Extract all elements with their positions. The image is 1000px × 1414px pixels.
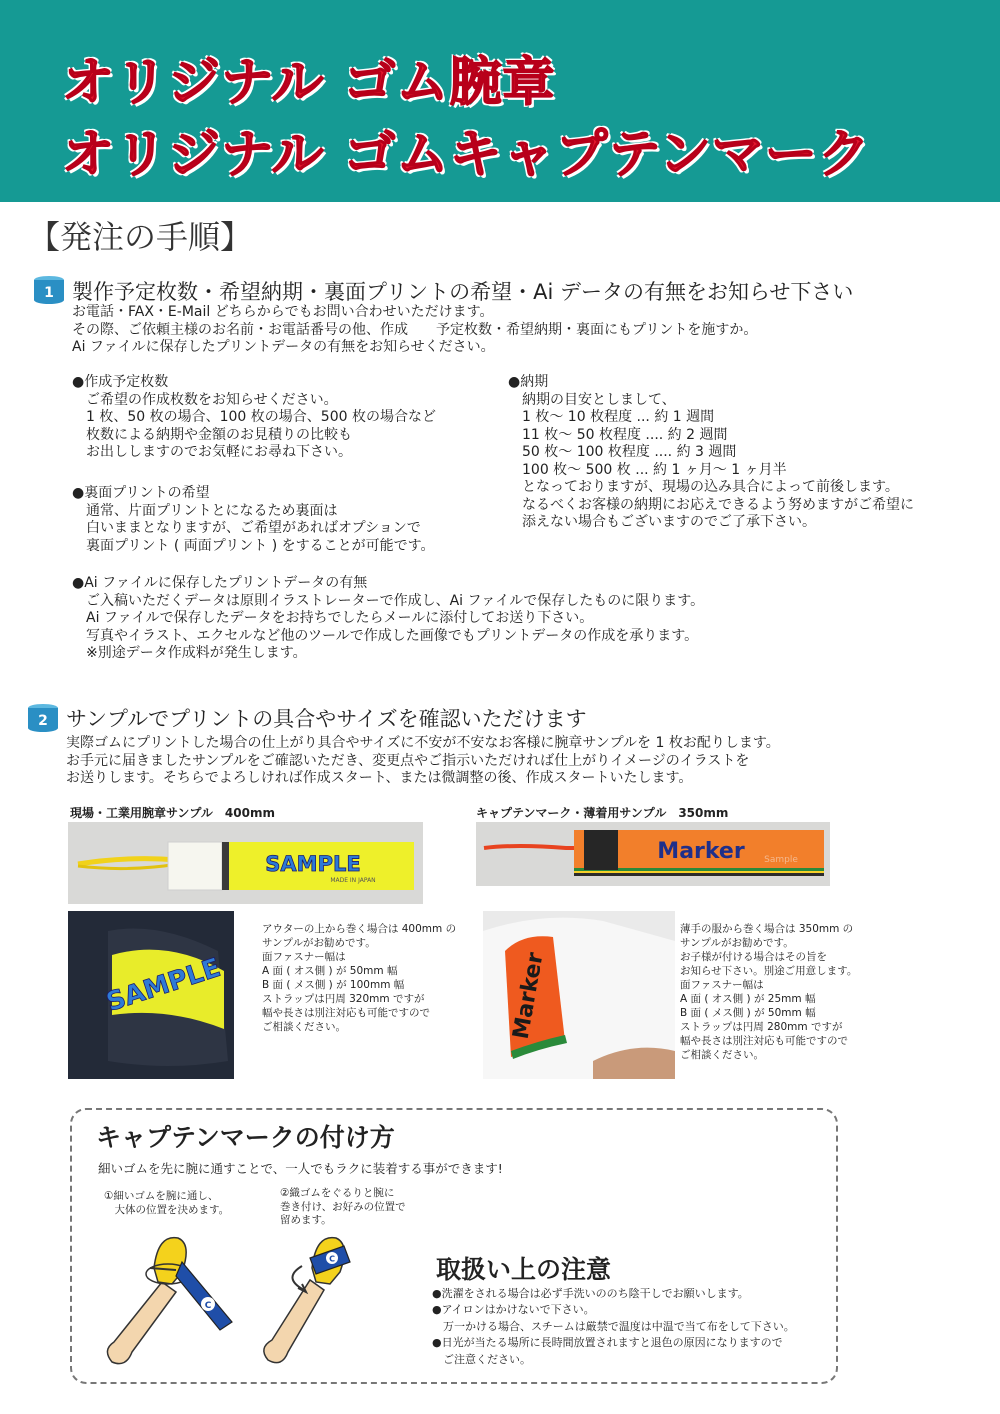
step-1-badge <box>32 274 66 304</box>
note-line: B 面 ( メス側 ) が 100mm 幅 <box>262 979 405 991</box>
how-to-title: キャプテンマークの付け方 <box>96 1123 395 1152</box>
note-line: ストラップは円周 320mm ですが <box>262 993 425 1005</box>
caution-line: ●アイロンはかけないで下さい。 <box>432 1303 595 1317</box>
how-to-step-2-line: ②織ゴムをぐるりと腕に <box>280 1187 395 1199</box>
orange-captain-band-photo <box>476 822 830 886</box>
how-to-step-2 <box>280 1187 406 1228</box>
arm-marker-text: Marker <box>508 950 549 1042</box>
how-to-step-2-line: 巻き付け、お好みの位置で <box>280 1200 406 1213</box>
how-to-step-2-line: 留めます。 <box>280 1214 332 1226</box>
note-line: 幅や長さは別注対応も可能ですので <box>680 1035 848 1047</box>
yellow-armband-photo <box>68 822 423 904</box>
note-line: 面ファスナー幅は <box>262 951 346 963</box>
delivery-heading: ●納期 <box>508 374 549 390</box>
step-2-line: お送りします。そちらでよろしければ作成スタート、または微調整の後、作成スタートいたします。 <box>66 770 693 786</box>
step-2-badge <box>26 702 60 732</box>
ai-data-line: 写真やイラスト、エクセルなど他のツールで作成した画像でもプリントデータの作成を承ります。 <box>72 627 699 644</box>
step-2-number: 2 <box>38 713 48 729</box>
step-2-title: サンプルでプリントの具合やサイズを確認いただけます <box>66 707 587 731</box>
quantity-heading: ●作成予定枚数 <box>72 374 169 390</box>
right-sample-label: キャプテンマーク・薄着用サンプル 350mm <box>476 806 729 820</box>
wear-step-2-illustration <box>252 1228 382 1368</box>
note-line: サンプルがお勧めです。 <box>680 937 794 949</box>
step-2-line: お手元に届きましたサンプルをご確認いただき、変更点やご指示いただければ仕上がりイメージのイラストを <box>66 752 750 769</box>
delivery-line: 納期の目安としまして、 <box>508 391 676 408</box>
delivery-section <box>508 374 914 532</box>
how-to-subtitle: 細いゴムを先に腕に通すことで、一人でもラクに装着する事ができます! <box>98 1161 503 1176</box>
sample-band-text: SAMPLE <box>265 852 361 876</box>
back-print-line: 通常、片面プリントとになるため裏面は <box>72 502 338 519</box>
note-line: サンプルがお勧めです。 <box>262 937 376 949</box>
delivery-line: 100 枚～ 500 枚 ... 約 1 ヶ月～ 1 ヶ月半 <box>508 461 787 478</box>
note-line: ご相談ください。 <box>680 1049 764 1061</box>
note-line: 薄手の服から巻く場合は 350mm の <box>680 923 854 935</box>
quantity-line: 枚数による納期や金額のお見積りの比較も <box>72 426 352 443</box>
step-1-intro <box>72 304 757 357</box>
how-to-step-1-line: ①細いゴムを腕に通し、 <box>104 1190 219 1202</box>
ai-data-line: ご入稿いただくデータは原則イラストレーターで作成し、Ai ファイルで保存したものに限ります。 <box>72 592 705 609</box>
delivery-line: 1 枚～ 10 枚程度 ... 約 1 週間 <box>508 409 715 425</box>
quantity-line: お出ししますのでお気軽にお尋ね下さい。 <box>72 444 352 460</box>
how-to-step-1-line: 大体の位置を決めます。 <box>104 1203 230 1216</box>
back-print-heading: ●裏面プリントの希望 <box>72 485 210 501</box>
step-2-body <box>66 735 780 788</box>
step-1-number: 1 <box>44 285 54 301</box>
intro-line: お電話・FAX・E-Mail どちらからでもお問い合わせいただけます。 <box>72 304 494 320</box>
note-line: ストラップは円周 280mm ですが <box>680 1021 843 1033</box>
marker-band-text: Marker <box>657 839 745 864</box>
back-print-section <box>72 485 434 555</box>
title-line-1: オリジナル ゴム腕章 <box>62 53 556 113</box>
delivery-line: となっておりますが、現場の込み具合によって前後します。 <box>508 479 899 495</box>
step-1-title: 製作予定枚数・希望納期・裏面プリントの希望・Ai データの有無をお知らせ下さい <box>72 280 854 304</box>
note-line: A 面 ( オス側 ) が 25mm 幅 <box>680 993 816 1005</box>
band-letter-1: C <box>204 1301 212 1311</box>
delivery-line: 50 枚～ 100 枚程度 .... 約 3 週間 <box>508 444 737 460</box>
arm-wearing-orange-band-photo <box>483 911 675 1079</box>
ai-data-line: Ai ファイルで保存したデータをお持ちでしたらメールに添付してお送り下さい。 <box>72 610 594 626</box>
header-banner <box>0 0 1000 202</box>
note-line: ご相談ください。 <box>262 1021 346 1033</box>
back-print-line: 裏面プリント ( 両面プリント ) をすることが可能です。 <box>72 537 435 554</box>
left-sample-note <box>262 922 456 1034</box>
note-line: 面ファスナー幅は <box>680 979 764 991</box>
step-2-line: 実際ゴムにプリントした場合の仕上がり具合やサイズに不安が不安なお客様に腕章サンプルを 1 枚お配りします。 <box>66 735 780 751</box>
caution-line: 万一かける場合、スチームは厳禁で温度は中温で当て布をして下さい。 <box>432 1319 795 1333</box>
caution-title: 取扱い上の注意 <box>436 1255 612 1284</box>
caution-line: ●洗濯をされる場合は必ず手洗いののち陰干しでお願いします。 <box>432 1287 749 1300</box>
title-line-2: オリジナル ゴムキャプテンマーク <box>62 125 871 185</box>
arm-band-text: SAMPLE <box>102 952 225 1018</box>
quantity-line: 1 枚、50 枚の場合、100 枚の場合、500 枚の場合など <box>72 409 436 425</box>
note-line: A 面 ( オス側 ) が 50mm 幅 <box>262 965 398 977</box>
right-sample-note <box>680 922 857 1062</box>
delivery-line: 添えない場合もございますのでご了承下さい。 <box>508 514 816 530</box>
note-line: 幅や長さは別注対応も可能ですので <box>262 1007 430 1019</box>
caution-line: ご注意ください。 <box>432 1352 531 1366</box>
back-print-line: 白いままとなりますが、ご希望があればオプションで <box>72 520 421 536</box>
intro-line: Ai ファイルに保存したプリントデータの有無をお知らせください。 <box>72 339 495 355</box>
delivery-line: なるべくお客様の納期にお応えできるよう努めますがご希望に <box>508 496 914 513</box>
how-to-step-1 <box>104 1190 229 1217</box>
ai-data-line: ※別途データ作成料が発生します。 <box>72 645 307 661</box>
ai-data-section <box>72 575 704 663</box>
note-line: お子様が付ける場合はその旨を <box>680 951 827 963</box>
intro-line: その際、ご依頼主様のお名前・お電話番号の他、作成 予定枚数・希望納期・裏面にもプリントを施すか。 <box>72 321 758 338</box>
caution-line: ●日光が当たる場所に長時間放置されますと退色の原因になりますので <box>432 1336 783 1350</box>
sample-band-subtext: MADE IN JAPAN <box>330 877 376 884</box>
delivery-line: 11 枚～ 50 枚程度 .... 約 2 週間 <box>508 426 728 443</box>
marker-band-subtext: Sample <box>764 855 798 865</box>
caution-list <box>432 1286 795 1368</box>
note-line: B 面 ( メス側 ) が 50mm 幅 <box>680 1007 816 1019</box>
quantity-line: ご希望の作成枚数をお知らせください。 <box>72 391 338 408</box>
ai-data-heading: ●Ai ファイルに保存したプリントデータの有無 <box>72 575 368 591</box>
left-sample-label: 現場・工業用腕章サンプル 400mm <box>70 806 275 820</box>
order-procedure-heading: 【発注の手順】 <box>28 218 253 256</box>
band-letter-2: C <box>329 1254 335 1264</box>
note-line: お知らせ下さい。別途ご用意します。 <box>680 965 858 977</box>
quantity-section <box>72 374 436 462</box>
note-line: アウターの上から巻く場合は 400mm の <box>262 923 457 935</box>
wear-step-1-illustration <box>92 1222 262 1370</box>
arm-wearing-yellow-band-photo <box>68 911 234 1079</box>
